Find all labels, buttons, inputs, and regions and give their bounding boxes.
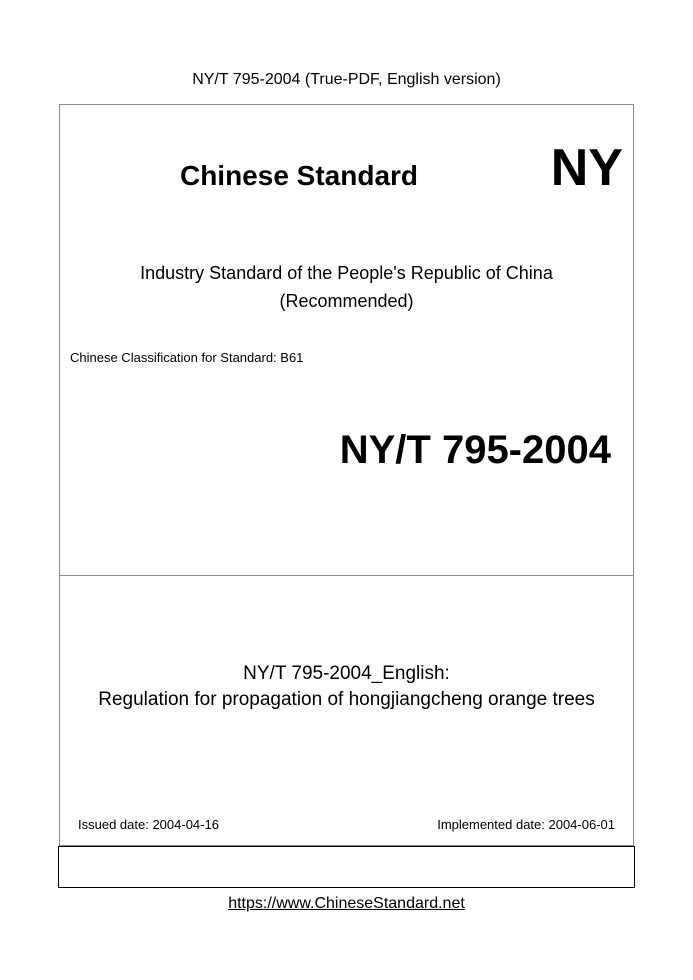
subtitle-line-2: (Recommended) — [279, 291, 414, 311]
document-title-line-1: NY/T 795-2004_English: — [243, 663, 450, 684]
implemented-date: Implemented date: 2004-06-01 — [437, 817, 615, 832]
subtitle-line-1: Industry Standard of the People's Republic of China — [140, 263, 553, 283]
page-header: NY/T 795-2004 (True-PDF, English version) — [192, 71, 501, 88]
frame-divider — [60, 575, 633, 576]
issued-date: Issued date: 2004-04-16 — [78, 817, 219, 832]
footer-box — [58, 846, 635, 888]
document-title — [60, 661, 633, 713]
cover-subtitle — [60, 259, 633, 315]
standard-number: NY/T 795-2004 — [339, 428, 611, 472]
footer — [0, 894, 693, 914]
website-link[interactable]: https://www.ChineseStandard.net — [228, 895, 465, 912]
document-title-line-2: Regulation for propagation of hongjiangcheng orange trees — [98, 689, 595, 710]
cover-frame — [59, 104, 634, 846]
classification-text: Chinese Classification for Standard: B61 — [70, 350, 304, 365]
cover-title: Chinese Standard — [179, 160, 419, 191]
standard-code: NY — [550, 139, 623, 197]
